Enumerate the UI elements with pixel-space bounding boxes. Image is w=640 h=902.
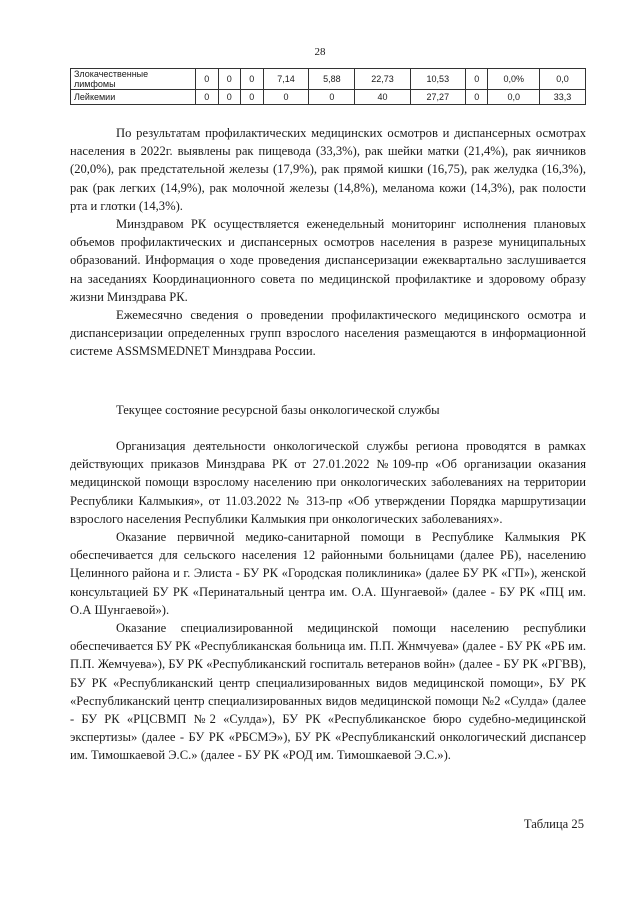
paragraph: Оказание специализированной медицинской помощи населению республики обеспечивается БУ РК «Республиканская больница им. П.П. Жнмчуева» (далее - БУ РК «РБ им. П.П. Жемчуева»), БУ РК «Республиканский госпиталь ветеранов войн» (далее - БУ РК «РГВВ), БУ РК «Республиканский центр специализированных видов медицинской помощи», БУ РК «Республиканский центр специализированных видов медицинской помощи №2 «Сулда» (далее - БУ РК «РЦСВМП №2 «Сулда»), БУ РК «Республиканское бюро судебно-медицинской экспертизы» (далее - БУ РК «РБСМЭ»), БУ РК «Республиканский онкологический диспансер им. Тимошкаевой Э.С.» (далее - БУ РК «РОД им. Тимошкаевой Э.С.»). [70,621,586,763]
table-cell: 0 [218,69,241,90]
body-text-top [70,124,586,361]
statistics-table [70,68,586,105]
table-caption: Таблица 25 [523,817,584,831]
table-cell: 5,88 [309,69,355,90]
table-cell: 27,27 [410,90,465,105]
table-cell: 0,0 [488,90,540,105]
paragraph: Организация деятельности онкологической службы региона проводятся в рамках действующих приказов Минздрава РК от 27.01.2022 №109-пр «Об организации оказания медицинской помощи взрослому населению при онкологических заболеваниях на территории Республики Калмыкия», от 11.03.2022 № 313-пр «Об утверждении Порядка маршрутизации взрослого населения Республики Калмыкия при онкологических заболеваниях». [70,439,586,526]
table-cell: Злокачественные лимфомы [71,69,196,90]
table-cell: 0 [241,69,264,90]
table-cell: 0 [218,90,241,105]
table-cell: 0 [196,69,219,90]
table-cell: 0 [309,90,355,105]
body-text-bottom [70,437,586,765]
table-cell: 0,0 [540,69,586,90]
table-cell: 40 [355,90,410,105]
table-cell: 0 [465,90,488,105]
paragraph: По результатам профилактических медицинских осмотров и диспансерных осмотрах населения в 2022г. выявлены рак пищевода (33,3%), рак шейки матки (21,4%), рак яичников (20,0%), рак предстательной железы (17,9%), рак прямой кишки (16,75), рак желудка (16,3%), рак (рак легких (14,9%), рак молочной железы (14,8%), меланома кожи (14,3%), рак полости рта и глотки (14,3%). [70,126,586,213]
table-cell: 22,73 [355,69,410,90]
table-cell: 0 [465,69,488,90]
paragraph: Оказание первичной медико-санитарной помощи в Республике Калмыкия РК обеспечивается для сельского населения 12 районными больницами (далее РБ), населению Целинного района и г. Элиста - БУ РК «Городская поликлиника» (далее БУ РК «ГП»), женской консультацией БУ РК «Перинатальный центра им. О.А. Шунгаевой» (далее - БУ РК «ПЦ им. О.А Шунгаевой»). [70,530,586,617]
table-row [71,69,586,90]
table-cell: 0 [263,90,309,105]
table-cell: 0,0% [488,69,540,90]
table-cell: 0 [241,90,264,105]
table-row [71,90,586,105]
table-cell: 10,53 [410,69,465,90]
table-cell: 7,14 [263,69,309,90]
section-heading: Текущее состояние ресурсной базы онкологической службы [116,403,440,417]
table-cell: 0 [196,90,219,105]
page-number: 28 [314,46,326,58]
table-cell: 33,3 [540,90,586,105]
paragraph: Ежемесячно сведения о проведении профилактического медицинского осмотра и диспансеризации определенных групп взрослого населения размещаются в информационной системе ASSMSMEDNET Минздрава России. [70,308,586,359]
paragraph: Минздравом РК осуществляется еженедельный мониторинг исполнения плановых объемов профилактических и диспансерных осмотров населения в разрезе муниципальных образований. Информация о ходе проведения диспансеризации ежеквартально заслушивается на заседаниях Координационного совета по медицинской профилактике и здоровому образу жизни Минздрава РК. [70,217,586,304]
table-cell: Лейкемии [71,90,196,105]
